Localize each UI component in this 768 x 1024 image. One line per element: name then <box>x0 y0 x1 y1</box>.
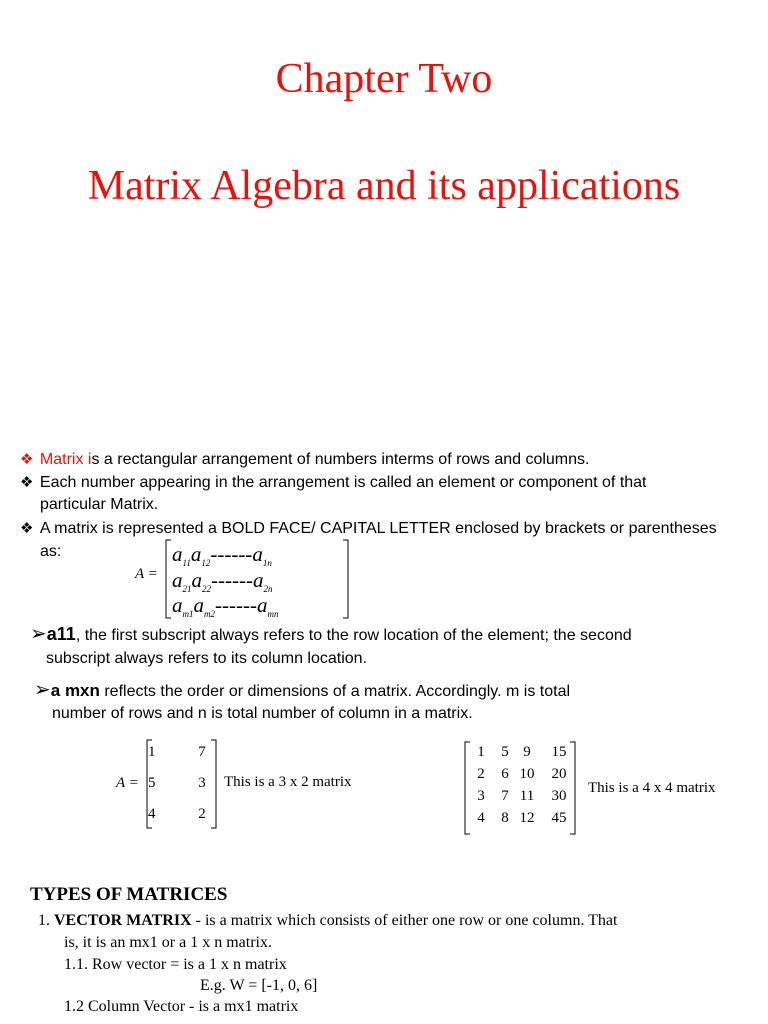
a11-term: a11 <box>46 624 76 644</box>
matrix-cell: 10 <box>519 766 535 782</box>
matrix-term: Matrix i <box>39 451 92 468</box>
matrix-cell: 5 <box>148 775 156 791</box>
arrow-text: reflects the order or dimensions of a matrix. Accordingly. m is total <box>99 683 571 700</box>
matrix-cell: 12 <box>519 810 535 826</box>
bullet-element <box>20 472 760 494</box>
bullet-text-continuation: as: <box>40 543 62 560</box>
matrix-cell: 1 <box>477 744 485 760</box>
matrix-cell: 2 <box>198 806 206 822</box>
matrix-cell: 7 <box>501 788 509 804</box>
bullet-text: A matrix is represented a BOLD FACE/ CAPITAL LETTER enclosed by brackets or parentheses <box>39 520 717 537</box>
matrix-cell: 4 <box>148 806 156 822</box>
row-vector-example: E.g. W = [-1, 0, 6] <box>200 977 318 994</box>
arrow-bullet-icon: ➢ <box>34 679 51 701</box>
bullet-text: s a rectangular arrangement of numbers interms of rows and columns. <box>91 451 590 468</box>
matrix-cell: 45 <box>551 810 567 826</box>
matrix-cell: 9 <box>523 744 531 760</box>
arrow-point-a11 <box>30 623 765 647</box>
matrix-cell: 20 <box>551 766 567 782</box>
matrix-cell: 8 <box>501 810 509 826</box>
matrix-caption: This is a 4 x 4 matrix <box>588 780 716 796</box>
matrix-cell: 3 <box>477 788 485 804</box>
chapter-title: Chapter Two <box>275 56 493 102</box>
arrow-bullet-icon: ➢ <box>30 623 47 645</box>
bullet-text-continuation: particular Matrix. <box>40 496 159 513</box>
matrix-cell: 2 <box>477 766 485 782</box>
matrix-cell: 1 <box>148 744 156 760</box>
arrow-text: , the first subscript always refers to the row location of the element; the second <box>75 627 632 644</box>
matrix-lhs: A = <box>116 775 139 791</box>
matrix-cell: 30 <box>551 788 567 804</box>
matrix-cell: 7 <box>198 744 206 760</box>
matrix-caption: This is a 3 x 2 matrix <box>224 774 352 790</box>
bullet-matrix-definition <box>20 449 760 471</box>
amxn-term: a mxn <box>50 681 100 700</box>
row-vector-item: 1.1. Row vector = is a 1 x n matrix <box>64 956 287 973</box>
matrix-cell: 4 <box>477 810 485 826</box>
matrix-row-1: $a_{11}a_{12}------a_{1n}$ <box>172 542 272 569</box>
arrow-text-continuation: number of rows and n is total number of column in a matrix. <box>52 705 473 722</box>
section-heading: TYPES OF MATRICES <box>30 884 228 905</box>
example-matrix-3x2 <box>112 738 392 830</box>
arrow-text-continuation: subscript always refers to its column location. <box>46 650 368 667</box>
matrix-row-2: $a_{21}a_{22}------a_{2n}$ <box>172 568 273 595</box>
matrix-cell: 11 <box>519 788 535 804</box>
matrix-row-3: $a_{m1}a_{m2}------a_{mn}$ <box>172 593 279 620</box>
type-item-vector: 1. VECTOR MATRIX - is a matrix which consists of either one row or one column. That <box>38 912 618 929</box>
chapter-subtitle: Matrix Algebra and its applications <box>87 163 681 209</box>
matrix-cell: 5 <box>501 744 509 760</box>
column-vector-item: 1.2 Column Vector - is a mx1 matrix <box>64 998 299 1015</box>
vector-matrix-term: VECTOR MATRIX <box>54 912 192 929</box>
matrix-lhs: A = <box>135 566 158 582</box>
matrix-cell: 3 <box>198 775 206 791</box>
general-matrix <box>125 536 365 620</box>
matrix-cell: 15 <box>551 744 567 760</box>
diamond-bullet-icon: ❖ <box>20 474 34 491</box>
type-item-text: is, it is an mx1 or a 1 x n matrix. <box>64 934 272 951</box>
matrix-cell: 6 <box>501 766 509 782</box>
arrow-point-amxn <box>34 679 764 703</box>
diamond-bullet-icon: ❖ <box>20 451 34 468</box>
diamond-bullet-icon: ❖ <box>20 520 34 537</box>
example-matrix-4x4 <box>462 740 762 836</box>
bullet-text: Each number appearing in the arrangement is called an element or component of that <box>39 474 647 491</box>
